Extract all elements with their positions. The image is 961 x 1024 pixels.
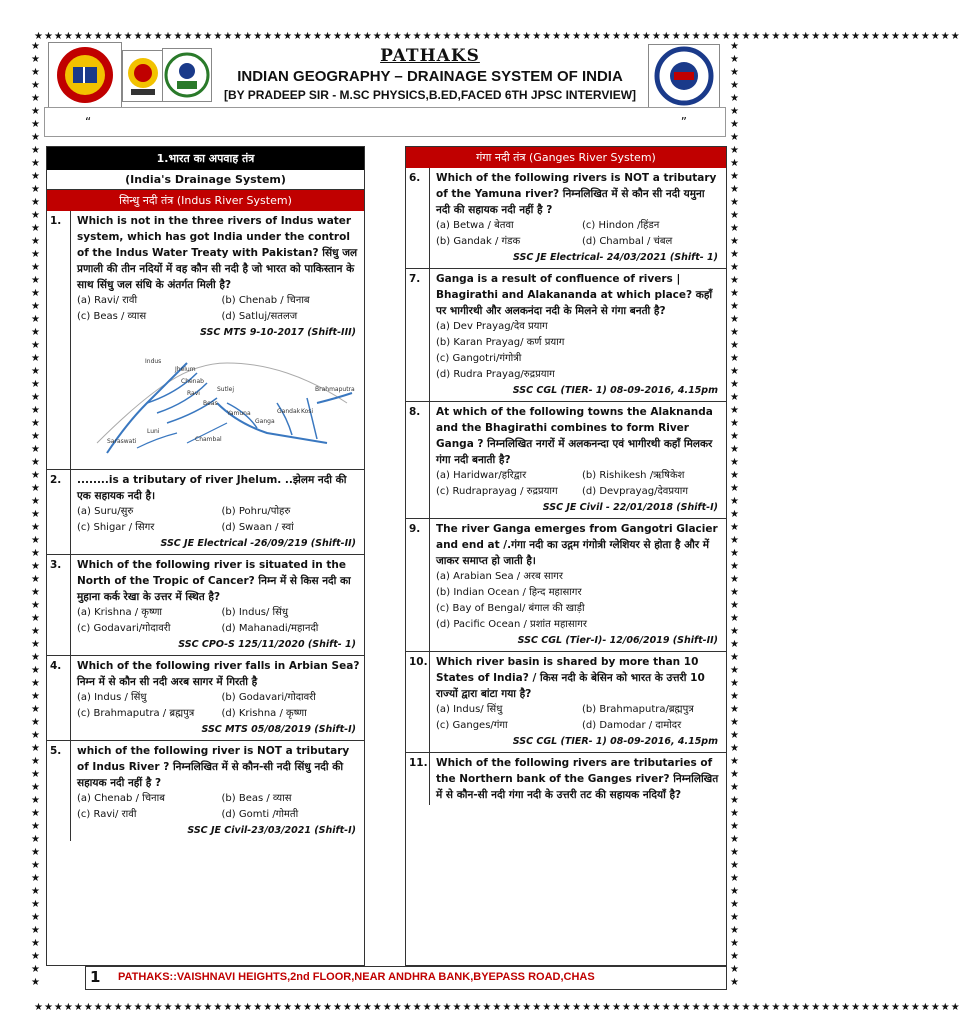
map-label: Ravi xyxy=(187,390,200,397)
question-5 xyxy=(47,741,364,841)
question-text: At which of the following towns the Alaknanda and the Bhagirathi combines to form River Ganga ? निम्नलिखित नगरों में अलकनन्दा एवं भागीरथी कहाँ मिलकर गंगा नदी बनाती है? xyxy=(436,406,713,466)
question-text: Which of the following rivers are tributaries of the Northern bank of the Ganges river? निम्नलिखित में से कौन-सी नदी गंगा नदी के उत्तरी तट की सहायक नदियाँ है? xyxy=(436,757,719,801)
question-number: 10. xyxy=(406,652,430,752)
question-text: Ganga is a result of confluence of rivers | Bhagirathi and Alakananda at which place? कहाँ पर भागीरथी और अलकनंदा नदी के मिलने से गंगा बनती है? xyxy=(436,273,713,317)
option: (a) Chenab / चिनाब xyxy=(77,793,165,804)
exam-source: SSC JE Civil - 22/01/2018 (Shift-I) xyxy=(542,502,718,513)
map-label: Jhelum xyxy=(175,366,196,373)
question-10 xyxy=(406,652,726,753)
quote-open: “ xyxy=(85,115,92,129)
option: (a) Krishna / कृष्णा xyxy=(77,607,163,618)
option: (b) Rishikesh /ऋषिकेश xyxy=(582,470,685,481)
brand-byline: [BY PRADEEP SIR - M.SC PHYSICS,B.ED,FACED 6TH JPSC INTERVIEW] xyxy=(223,88,637,102)
question-1 xyxy=(47,211,364,470)
map-label: Gandak xyxy=(277,408,301,415)
exam-source: SSC CGL (TIER- 1) 08-09-2016, 4.15pm xyxy=(512,385,718,396)
map-label: Saraswati xyxy=(107,438,137,445)
question-text: Which is not in the three rivers of Indus water system, which has got India under the control of the Indus Water Treaty with Pakistan? सिंधु जल प्रणाली की तीन नदियों में वह कौन सी नदी है जो भारत को पाकिस्तान के साथ सिंधु जल संधि के अंतर्गत मिली है? xyxy=(77,215,358,291)
question-number: 6. xyxy=(406,168,430,268)
option: (b) Chenab / चिनाब xyxy=(221,295,310,306)
option: (d) Damodar / दामोदर xyxy=(582,720,682,731)
option: (c) Beas / व्यास xyxy=(77,311,147,322)
map-label: Indus xyxy=(145,358,162,365)
quote-box xyxy=(44,107,726,137)
quote-close: ” xyxy=(680,115,687,129)
question-7 xyxy=(406,269,726,402)
question-number: 9. xyxy=(406,519,430,651)
option: (c) Rudraprayag / रुद्रप्रयाग xyxy=(436,486,558,497)
exam-source: SSC JE Electrical -26/09/219 (Shift-II) xyxy=(160,538,356,549)
exam-source: SSC JE Civil-23/03/2021 (Shift-I) xyxy=(187,825,356,836)
question-8 xyxy=(406,402,726,519)
chapter-subheading: (India's Drainage System) xyxy=(47,170,364,190)
option: (b) Indus/ सिंधु xyxy=(221,607,289,618)
option: (d) Pacific Ocean / प्रशांत महासागर xyxy=(436,619,587,630)
option: (c) Ravi/ रावी xyxy=(77,809,137,820)
option: (a) Indus/ सिंधु xyxy=(436,704,503,715)
question-number: 7. xyxy=(406,269,430,401)
option: (c) Hindon /हिंडन xyxy=(582,220,660,231)
star-border-right: ★★★★★★★★★★★★★★★★★★★★★★★★★★★★★★★★★★★★★★★★★★★★★★★★★★★★★★★★★★★★★★★★★★★★★★★★★ xyxy=(730,41,740,988)
map-label: Chenab xyxy=(181,378,204,385)
option: (c) Shigar / सिगर xyxy=(77,522,155,533)
question-number: 11. xyxy=(406,753,430,805)
page-header xyxy=(215,46,645,102)
option: (c) Bay of Bengal/ बंगाल की खाड़ी xyxy=(436,603,585,614)
question-number: 1. xyxy=(47,211,71,469)
option: (d) Krishna / कृष्णा xyxy=(221,708,307,719)
question-text: The river Ganga emerges from Gangotri Glacier and end at /.गंगा नदी का उद्गम गंगोत्री ग्लेशियर से होता है और में जाकर समाप्त हो जाती है। xyxy=(436,523,718,567)
ssc-emblem-logo xyxy=(122,50,164,102)
option: (c) Gangotri/गंगोत्री xyxy=(436,353,522,364)
option: (a) Betwa / बेतवा xyxy=(436,220,514,231)
option: (b) Pohru/पोहरु xyxy=(221,506,291,517)
map-label: Kosi xyxy=(301,408,314,415)
section-heading-ganges: गंगा नदी तंत्र (Ganges River System) xyxy=(406,147,726,168)
question-9 xyxy=(406,519,726,652)
option: (a) Suru/सुरु xyxy=(77,506,134,517)
option: (c) Godavari/गोदावरी xyxy=(77,623,171,634)
map-label: Chambal xyxy=(195,436,222,443)
question-number: 8. xyxy=(406,402,430,518)
option: (a) Indus / सिंधु xyxy=(77,692,147,703)
option: (c) Ganges/गंगा xyxy=(436,720,508,731)
exam-source: SSC CGL (TIER- 1) 08-09-2016, 4.15pm xyxy=(512,736,718,747)
question-number: 3. xyxy=(47,555,71,655)
map-label: Yamuna xyxy=(227,410,251,417)
option: (c) Brahmaputra / ब्रह्मपुत्र xyxy=(77,708,195,719)
footer-address: PATHAKS::VAISHNAVI HEIGHTS,2nd FLOOR,NEAR ANDHRA BANK,BYEPASS ROAD,CHAS xyxy=(118,971,595,983)
brand-subtitle: INDIAN GEOGRAPHY – DRAINAGE SYSTEM OF INDIA xyxy=(237,68,623,85)
star-border-left: ★★★★★★★★★★★★★★★★★★★★★★★★★★★★★★★★★★★★★★★★★★★★★★★★★★★★★★★★★★★★★★★★★★★★★★★★★ xyxy=(31,41,41,988)
question-number: 2. xyxy=(47,470,71,554)
ssc-logo xyxy=(162,48,212,102)
option: (a) Arabian Sea / अरब सागर xyxy=(436,571,564,582)
option: (a) Ravi/ रावी xyxy=(77,295,138,306)
question-text: which of the following river is NOT a tributary of Indus River ? निम्नलिखित में से कौन-सी नदी सिंधु नदी की सहायक नदी नहीं है ? xyxy=(77,745,350,789)
option: (d) Satluj/सतलज xyxy=(221,311,298,322)
section-heading-indus: सिन्धु नदी तंत्र (Indus River System) xyxy=(47,190,364,211)
exam-source: SSC CPO-S 125/11/2020 (Shift- 1) xyxy=(178,639,356,650)
option: (d) Rudra Prayag/रुद्रप्रयाग xyxy=(436,369,555,380)
question-text: Which of the following rivers is NOT a tributary of the Yamuna river? निम्नलिखित में से कौन सी नदी यमुना नदी की सहायक नदी नहीं है ? xyxy=(436,172,717,216)
page-footer xyxy=(85,966,727,990)
star-border-top: ★★★★★★★★★★★★★★★★★★★★★★★★★★★★★★★★★★★★★★★★★★★★★★★★★★★★★★★★★★★★★★★★★★★★★★★★★★★★★★★★★★★★★★★★★★★★★ xyxy=(34,31,961,42)
chapter-heading: 1.भारत का अपवाह तंत्र xyxy=(47,147,364,170)
option: (d) Swaan / स्वां xyxy=(221,522,294,533)
map-label: Sutlej xyxy=(217,386,234,393)
page-number: 1 xyxy=(90,968,101,986)
question-text: Which of the following river falls in Arbian Sea? निम्न में से कौन सी नदी अरब सागर में गिरती है xyxy=(77,660,360,688)
exam-source: SSC MTS 05/08/2019 (Shift-I) xyxy=(201,724,356,735)
exam-source: SSC JE Electrical- 24/03/2021 (Shift- 1) xyxy=(512,252,718,263)
question-4 xyxy=(47,656,364,741)
question-number: 5. xyxy=(47,741,71,841)
question-6 xyxy=(406,168,726,269)
brand-title: PATHAKS xyxy=(380,46,480,66)
question-11 xyxy=(406,753,726,805)
map-label: Luni xyxy=(147,428,160,435)
right-column xyxy=(405,146,727,966)
option: (b) Karan Prayag/ कर्ण प्रयाग xyxy=(436,337,565,348)
option: (b) Beas / व्यास xyxy=(221,793,292,804)
indus-river-map xyxy=(77,343,360,465)
indian-railways-logo xyxy=(648,44,720,108)
star-border-bottom: ★★★★★★★★★★★★★★★★★★★★★★★★★★★★★★★★★★★★★★★★★★★★★★★★★★★★★★★★★★★★★★★★★★★★★★★★★★★★★★★★★★★★★★★★★★★★★ xyxy=(34,1002,961,1013)
option: (d) Mahanadi/महानदी xyxy=(221,623,319,634)
question-text: Which of the following river is situated in the North of the Tropic of Cancer? निम्न में से किस नदी का मुहाना कर्क रेखा के उत्तर में स्थित है? xyxy=(77,559,351,603)
question-3 xyxy=(47,555,364,656)
question-2 xyxy=(47,470,364,555)
option: (b) Indian Ocean / हिन्द महासागर xyxy=(436,587,582,598)
pathaks-logo xyxy=(48,42,122,108)
map-label: Beas xyxy=(203,400,218,407)
question-text: Which river basin is shared by more than 10 States of India? / किस नदी के बेसिन को भारत के उत्तरी 10 राज्यों द्वारा बांटा गया है? xyxy=(436,656,705,700)
option: (d) Gomti /गोमती xyxy=(221,809,299,820)
option: (d) Chambal / चंबल xyxy=(582,236,673,247)
option: (a) Dev Prayag/देव प्रयाग xyxy=(436,321,548,332)
option: (d) Devprayag/देवप्रयाग xyxy=(582,486,689,497)
map-label: Ganga xyxy=(255,418,275,425)
option: (b) Gandak / गंडक xyxy=(436,236,521,247)
exam-source: SSC CGL (Tier-I)- 12/06/2019 (Shift-II) xyxy=(517,635,718,646)
map-label: Brahmaputra xyxy=(315,386,355,393)
option: (a) Haridwar/हरिद्वार xyxy=(436,470,527,481)
option: (b) Brahmaputra/ब्रह्मपुत्र xyxy=(582,704,694,715)
question-number: 4. xyxy=(47,656,71,740)
exam-source: SSC MTS 9-10-2017 (Shift-III) xyxy=(200,327,356,338)
option: (b) Godavari/गोदावरी xyxy=(221,692,316,703)
left-column xyxy=(46,146,365,966)
question-text: ........is a tributary of river Jhelum. ..झेलम नदी की एक सहायक नदी है। xyxy=(77,474,347,502)
